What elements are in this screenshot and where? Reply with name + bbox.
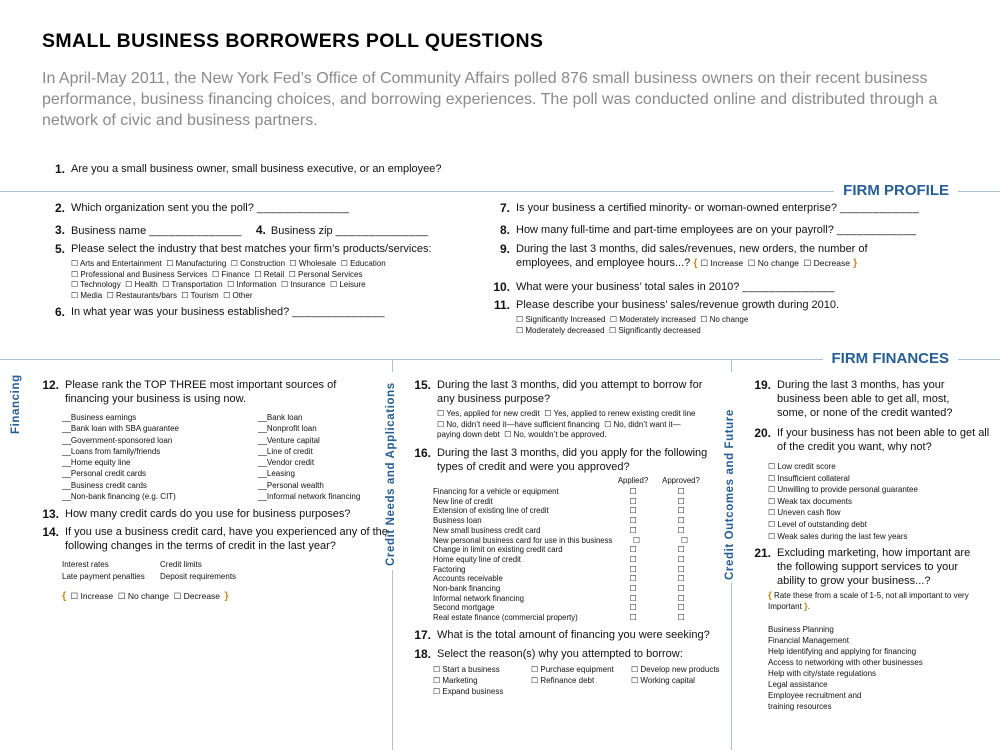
question-number: 4.: [255, 223, 266, 237]
credit-type-label: Accounts receivable: [433, 574, 503, 584]
checkbox-option-line: ☐ Unwilling to provide personal guarantee: [768, 485, 918, 495]
question-text: [437, 378, 717, 441]
increase-options: ☐ Increase ☐ No change ☐ Decrease: [700, 258, 850, 268]
question-number: 6.: [54, 305, 65, 319]
rank-item: __Non-bank financing (e.g. CIT): [62, 492, 176, 502]
firm-finances-heading: FIRM FINANCES: [823, 350, 959, 368]
question-13: [33, 507, 393, 521]
question-number: 1.: [54, 162, 65, 176]
question-number: 3.: [54, 223, 65, 237]
increase-options: ☐ Increase ☐ No change ☐ Decrease: [70, 591, 221, 601]
question-number: 14.: [42, 525, 59, 539]
question-text: [516, 280, 835, 294]
applied-checkbox-icon: ☐: [629, 574, 637, 584]
question-text: [71, 201, 350, 215]
question-text: Are you a small business owner, small business executive, or an employee?: [71, 163, 442, 175]
rank-item: __Loans from family/friends: [62, 446, 161, 456]
credit-type-label: Home equity line of credit: [433, 554, 521, 564]
approved-checkbox-icon: ☐: [677, 613, 685, 623]
open-brace: {: [62, 590, 67, 602]
borrow-reasons-col1: [433, 664, 503, 697]
question-text: During the last 3 months, has your business been able to get all, most, some, or none of the credit wanted?: [777, 379, 953, 419]
approved-checkbox-icon: ☐: [677, 554, 685, 564]
credit-table-rows: [433, 487, 723, 623]
approved-checkbox-icon: ☐: [677, 516, 685, 526]
approved-checkbox-icon: ☐: [677, 564, 685, 574]
question-20: [745, 426, 995, 454]
question-text: How many credit cards do you use for business purposes?: [65, 508, 351, 520]
borrow-options: [437, 409, 717, 441]
checkbox-option-line: ☐ Working capital: [631, 676, 695, 685]
question-number: 11.: [493, 298, 510, 312]
answer-blank: ______________: [292, 306, 385, 318]
question-1: [43, 162, 843, 176]
question-text: Select the reason(s) why you attempted to borrow:: [437, 648, 683, 660]
question-number: 19.: [754, 378, 771, 392]
rank-item: __Bank loan with SBA guarantee: [62, 424, 179, 434]
applied-checkbox-icon: ☐: [629, 564, 637, 574]
question-number: 5.: [54, 242, 65, 256]
credit-type-label: New small business credit card: [433, 525, 541, 535]
question-number: 21.: [754, 546, 771, 560]
checkbox-option-line: ☐ Level of outstanding debt: [768, 519, 867, 529]
applied-checkbox-icon: ☐: [629, 603, 637, 613]
borrow-reasons-col3: [631, 664, 720, 686]
question-21: [745, 546, 995, 588]
rank-item: __Nonprofit loan: [258, 424, 317, 434]
checkbox-option-line: ☐ Marketing: [433, 676, 478, 685]
open-brace: {: [693, 257, 698, 269]
question-number: 2.: [54, 201, 65, 215]
borrow-reasons-col2: [531, 664, 614, 686]
checkbox-option-line: ☐ Significantly Increased ☐ Moderately increased ☐ No change: [516, 315, 749, 324]
question-text: [71, 305, 385, 319]
answer-blank: ____________: [836, 224, 917, 236]
credit-term: Credit limits: [160, 560, 202, 569]
side-label-credit-outcomes: Credit Outcomes and Future: [724, 409, 736, 580]
checkbox-option-line: ☐ Refinance debt: [531, 676, 595, 685]
checkbox-option-line: ☐ Arts and Entertainment ☐ Manufacturing ☐ Construction ☐ Wholesale ☐ Education: [71, 259, 386, 268]
column-separator: [392, 570, 393, 750]
approved-checkbox-icon: ☐: [677, 593, 685, 603]
rank-item: __Personal credit cards: [62, 469, 147, 479]
question-14: [33, 525, 398, 553]
question-text: If your business has not been able to get all of the credit you want, why not?: [777, 427, 990, 453]
credit-type-row: [433, 574, 723, 584]
checkbox-option-line: ☐ Insufficient collateral: [768, 473, 850, 483]
question-number: 9.: [499, 242, 510, 256]
credit-type-row: [433, 516, 723, 526]
rating-scale-note: [768, 590, 980, 612]
question-number: 13.: [42, 507, 59, 521]
approved-checkbox-icon: ☐: [677, 506, 685, 516]
close-brace: }: [804, 601, 808, 612]
checkbox-option-line: ☐ Professional and Business Services ☐ Finance ☐ Retail ☐ Personal Services: [71, 269, 363, 279]
growth-options: [516, 315, 839, 336]
question-label: Please select the industry that best matches your firm’s products/services:: [71, 243, 432, 255]
approved-checkbox-icon: ☐: [677, 603, 685, 613]
question-label: Business name: [71, 225, 147, 237]
question-number: 7.: [499, 201, 510, 215]
credit-type-row: [433, 536, 723, 546]
rank-item: __Informal network financing: [258, 492, 361, 502]
credit-type-label: Extension of existing line of credit: [433, 506, 549, 516]
answer-blank: ______________: [335, 225, 429, 237]
question-text: [516, 201, 919, 215]
credit-type-row: [433, 545, 723, 555]
applied-checkbox-icon: ☐: [629, 545, 637, 555]
credit-term: Deposit requirements: [160, 572, 237, 581]
industry-options: [71, 259, 432, 301]
question-8: [488, 223, 988, 237]
applied-checkbox-icon: ☐: [629, 525, 637, 535]
question-text: [71, 223, 428, 238]
terms-change-options: [62, 586, 229, 604]
question-number: 15.: [414, 378, 431, 392]
question-text: [516, 223, 916, 237]
question-18: [405, 647, 735, 661]
question-label: During the last 3 months, did sales/revenues, new orders, the number of employees, and employee hours...?: [516, 243, 868, 269]
applied-column-header: Applied?: [617, 476, 649, 485]
applied-checkbox-icon: ☐: [632, 535, 640, 545]
question-number: 20.: [754, 426, 771, 440]
credit-types-table: [433, 476, 723, 623]
checkbox-option-line: ☐ Media ☐ Restaurants/bars ☐ Tourism ☐ Other: [71, 290, 253, 300]
question-label: Please describe your business’ sales/revenue growth during 2010.: [516, 299, 840, 311]
service-item: Access to networking with other businesses: [768, 658, 923, 667]
question-5: [43, 242, 483, 301]
approved-checkbox-icon: ☐: [677, 487, 685, 496]
question-label: Is your business a certified minority- or woman-owned enterprise?: [516, 202, 837, 214]
credit-type-row: [433, 497, 723, 507]
column-separator: [731, 582, 732, 750]
question-number: 17.: [414, 628, 431, 642]
credit-type-row: [433, 584, 723, 594]
checkbox-option-line: ☐ Weak sales during the last few years: [768, 531, 908, 541]
applied-checkbox-icon: ☐: [629, 593, 637, 603]
question-number: 10.: [493, 280, 510, 294]
applied-checkbox-icon: ☐: [629, 496, 637, 506]
credit-type-label: Second mortgage: [433, 603, 495, 613]
checkbox-option-line: ☐ Yes, applied for new credit ☐ Yes, applied to renew existing credit line: [437, 409, 696, 418]
note-suffix: .: [807, 602, 810, 611]
credit-type-label: Informal network financing: [433, 593, 525, 603]
credit-type-label: New line of credit: [433, 496, 493, 506]
approved-checkbox-icon: ☐: [677, 584, 685, 594]
support-services-list: [768, 624, 923, 712]
question-text: [71, 242, 432, 301]
question-text: If you use a business credit card, have you experienced any of the following changes in the terms of credit in the last year?: [65, 526, 388, 552]
credit-terms-grid: [62, 559, 282, 583]
open-brace: {: [768, 590, 772, 601]
rank-item: __Line of credit: [258, 446, 313, 456]
question-17: [405, 628, 735, 642]
question-7: [488, 201, 988, 215]
question-3-4: [43, 223, 483, 238]
question-text: Please rank the TOP THREE most important sources of financing your business is using now.: [65, 379, 337, 405]
question-number: 12.: [42, 378, 59, 392]
service-item: Employee recruitment and: [768, 691, 862, 700]
credit-type-label: Business loan: [433, 516, 482, 526]
credit-type-row: [433, 555, 723, 565]
approved-checkbox-icon: ☐: [677, 574, 685, 584]
applied-checkbox-icon: ☐: [629, 584, 637, 594]
question-text: During the last 3 months, did you apply for the following types of credit and were you approved?: [437, 447, 708, 473]
credit-denial-reasons: [768, 461, 918, 542]
question-label: Business zip: [270, 225, 333, 237]
checkbox-option-line: ☐ Purchase equipment: [531, 665, 614, 674]
question-number: 18.: [414, 647, 431, 661]
credit-type-label: Real estate finance (commercial property): [433, 613, 578, 623]
financing-sources-left: [62, 412, 179, 502]
approved-checkbox-icon: ☐: [677, 496, 685, 506]
side-label-financing: Financing: [10, 374, 22, 434]
approved-checkbox-icon: ☐: [680, 535, 688, 545]
checkbox-option-line: ☐ Technology ☐ Health ☐ Transportation ☐ Information ☐ Insurance ☐ Leisure: [71, 280, 366, 289]
answer-blank: ______________: [742, 281, 836, 293]
service-item: Financial Management: [768, 636, 849, 645]
column-tick: [731, 360, 732, 372]
rank-item: __Bank loan: [258, 413, 303, 422]
service-item: Business Planning: [768, 625, 834, 634]
rank-item: __Business earnings: [62, 413, 137, 422]
approved-checkbox-icon: ☐: [677, 525, 685, 535]
question-15: [405, 378, 725, 441]
applied-checkbox-icon: ☐: [629, 506, 637, 516]
question-label: What were your business’ total sales in 2010?: [516, 281, 740, 293]
question-12: [33, 378, 383, 406]
credit-table-header: [433, 476, 723, 486]
rank-item: __Personal wealth: [258, 480, 324, 490]
credit-term: Interest rates: [62, 560, 109, 569]
question-number: 8.: [499, 223, 510, 237]
credit-type-label: Change in limit on existing credit card: [433, 545, 563, 555]
rank-item: __Venture capital: [258, 435, 320, 445]
applied-checkbox-icon: ☐: [629, 487, 637, 496]
checkbox-option-line: ☐ No, didn’t need it—have sufficient financing ☐ No, didn’t want it—: [437, 419, 681, 429]
question-label: How many full-time and part-time employees are on your payroll?: [516, 224, 834, 236]
question-number: 16.: [414, 446, 431, 460]
checkbox-option-line: ☐ Develop new products: [631, 665, 720, 674]
credit-type-label: New personal business card for use in this business: [433, 535, 613, 545]
answer-blank: ______________: [256, 202, 350, 214]
approved-column-header: Approved?: [662, 476, 700, 485]
credit-type-row: [433, 603, 723, 613]
checkbox-option-line: ☐ Expand business: [433, 687, 504, 696]
note-text: Rate these from a scale of 1-5, not all important to very Important: [768, 591, 969, 611]
side-label-credit-needs: Credit Needs and Applications: [385, 382, 397, 566]
question-6: [43, 305, 473, 319]
page-title: SMALL BUSINESS BORROWERS POLL QUESTIONS: [42, 30, 544, 52]
credit-type-row: [433, 487, 723, 497]
service-item: Help identifying and applying for financing: [768, 647, 917, 656]
checkbox-option-line: ☐ Weak tax documents: [768, 496, 852, 506]
close-brace: }: [853, 257, 858, 269]
approved-checkbox-icon: ☐: [677, 545, 685, 555]
rank-item: __Vendor credit: [258, 458, 315, 468]
answer-blank: ______________: [149, 225, 242, 237]
intro-paragraph: In April-May 2011, the New York Fed’s Office of Community Affairs polled 876 small business owners on their recent business performance, business financing choices, and borrowing experiences. The poll was conducted online and distributed through a network of civic and business partners.: [42, 70, 938, 129]
question-16: [405, 446, 725, 474]
rank-item: __Home equity line: [62, 458, 131, 468]
service-item: training resources: [768, 702, 832, 711]
question-label: In what year was your business established?: [71, 306, 290, 318]
applied-checkbox-icon: ☐: [629, 554, 637, 564]
question-2: [43, 201, 473, 215]
firm-profile-heading: FIRM PROFILE: [834, 182, 958, 200]
rank-item: __Business credit cards: [62, 480, 147, 490]
question-19: [745, 378, 995, 420]
financing-sources-right: [258, 412, 360, 502]
credit-type-row: [433, 526, 723, 536]
question-text: [516, 298, 839, 336]
credit-type-row: [433, 594, 723, 604]
rank-item: __Leasing: [258, 469, 295, 479]
answer-blank: ____________: [839, 202, 920, 214]
rank-item: __Government-sponsored loan: [62, 435, 173, 445]
checkbox-option-line: ☐ Low credit score: [768, 462, 836, 471]
credit-type-row: [433, 613, 723, 623]
credit-term: Late payment penalties: [62, 572, 145, 581]
column-tick: [392, 360, 393, 372]
checkbox-option-line: ☐ Moderately decreased ☐ Significantly decreased: [516, 325, 701, 335]
checkbox-option-line: paying down debt ☐ No, wouldn’t be approved.: [437, 430, 607, 439]
credit-type-row: [433, 565, 723, 575]
credit-type-label: Financing for a vehicle or equipment: [433, 487, 559, 496]
credit-type-row: [433, 506, 723, 516]
question-label: Which organization sent you the poll?: [71, 202, 254, 214]
question-11: [488, 298, 968, 336]
question-text: Excluding marketing, how important are the following support services to your ability to grow your business...?: [777, 547, 971, 587]
applied-checkbox-icon: ☐: [629, 516, 637, 526]
credit-type-label: Factoring: [433, 564, 466, 574]
question-10: [488, 280, 958, 294]
service-item: Legal assistance: [768, 680, 828, 689]
checkbox-option-line: ☐ Uneven cash flow: [768, 508, 841, 518]
checkbox-option-line: ☐ Start a business: [433, 665, 500, 674]
applied-checkbox-icon: ☐: [629, 613, 637, 623]
question-text: What is the total amount of financing you were seeking?: [437, 629, 710, 641]
question-label: During the last 3 months, did you attempt to borrow for any business purpose?: [437, 379, 703, 405]
service-item: Help with city/state regulations: [768, 669, 877, 678]
close-brace: }: [224, 590, 229, 602]
question-text: [516, 242, 908, 270]
question-9: [488, 242, 958, 270]
credit-type-label: Non-bank financing: [433, 584, 501, 594]
